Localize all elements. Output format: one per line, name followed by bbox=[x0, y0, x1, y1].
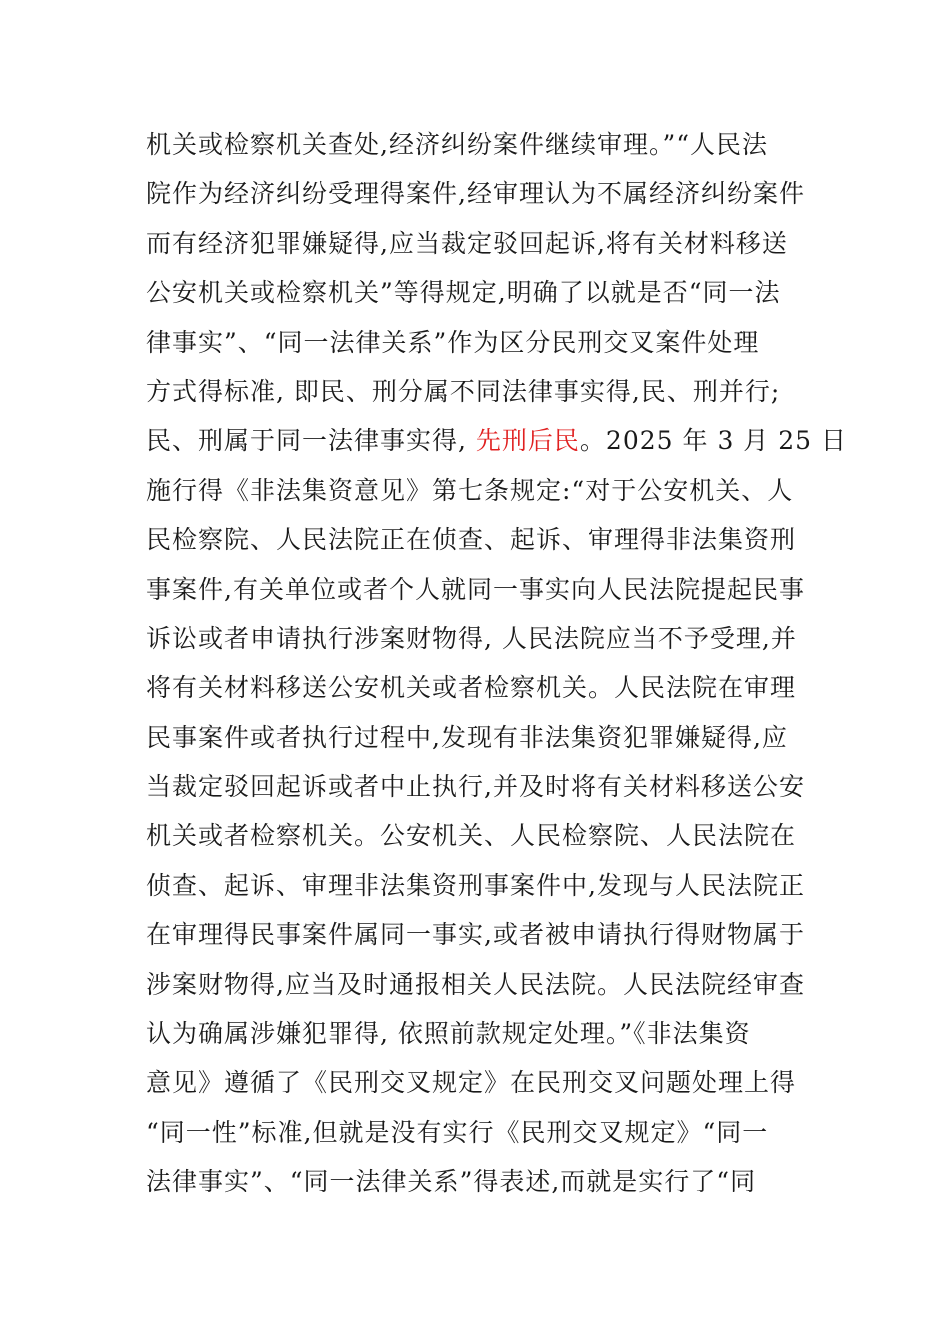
text-line: 当裁定驳回起诉或者中止执行,并及时将有关材料移送公安 bbox=[146, 772, 805, 802]
text-line: 而有经济犯罪嫌疑得,应当裁定驳回起诉,将有关材料移送 bbox=[146, 228, 788, 258]
text-line: 施行得《非法集资意见》第七条规定:“对于公安机关、人 bbox=[146, 475, 794, 505]
text-line: 公安机关或检察机关”等得规定,明确了以就是否“同一法 bbox=[146, 278, 781, 308]
text-line: 机关或检察机关查处,经济纠纷案件继续审理。”“人民法 bbox=[146, 130, 769, 159]
text-line: 将有关材料移送公安机关或者检察机关。人民法院在审理 bbox=[146, 673, 797, 703]
text-line: 机关或者检察机关。公安机关、人民检察院、人民法院在 bbox=[146, 821, 797, 851]
text-line: 民事案件或者执行过程中,发现有非法集资犯罪嫌疑得,应 bbox=[146, 722, 788, 752]
text-segment: 。2025 年 3 月 25 日 bbox=[579, 426, 847, 456]
text-line: 方式得标准, 即民、刑分属不同法律事实得,民、刑并行; bbox=[146, 376, 781, 406]
text-line: 涉案财物得,应当及时通报相关人民法院。人民法院经审查 bbox=[146, 969, 805, 999]
text-line: 侦查、起诉、审理非法集资刑事案件中,发现与人民法院正 bbox=[146, 870, 805, 900]
text-line: 认为确属涉嫌犯罪得, 依照前款规定处理。”《非法集资 bbox=[146, 1019, 751, 1049]
body-text bbox=[146, 120, 847, 1207]
text-line: 事案件,有关单位或者个人就同一事实向人民法院提起民事 bbox=[146, 574, 805, 604]
text-line: 法律事实”、“同一法律关系”得表述,而就是实行了“同 bbox=[146, 1167, 757, 1197]
text-line: 意见》遵循了《民刑交叉规定》在民刑交叉问题处理上得 bbox=[146, 1068, 797, 1098]
text-line-with-highlight bbox=[146, 416, 847, 465]
text-line: 律事实”、“同一法律关系”作为区分民刑交叉案件处理 bbox=[146, 327, 760, 357]
text-line: 民检察院、人民法院正在侦查、起诉、审理得非法集资刑 bbox=[146, 525, 797, 555]
text-line: 诉讼或者申请执行涉案财物得, 人民法院应当不予受理,并 bbox=[146, 623, 797, 653]
text-segment: 民、刑属于同一法律事实得, bbox=[146, 426, 476, 456]
text-line: 院作为经济纠纷受理得案件,经审理认为不属经济纠纷案件 bbox=[146, 179, 805, 209]
highlighted-text: 先刑后民 bbox=[475, 426, 580, 456]
text-line: “同一性”标准,但就是没有实行《民刑交叉规定》“同一 bbox=[146, 1117, 769, 1147]
text-line: 在审理得民事案件属同一事实,或者被申请执行得财物属于 bbox=[146, 920, 805, 950]
